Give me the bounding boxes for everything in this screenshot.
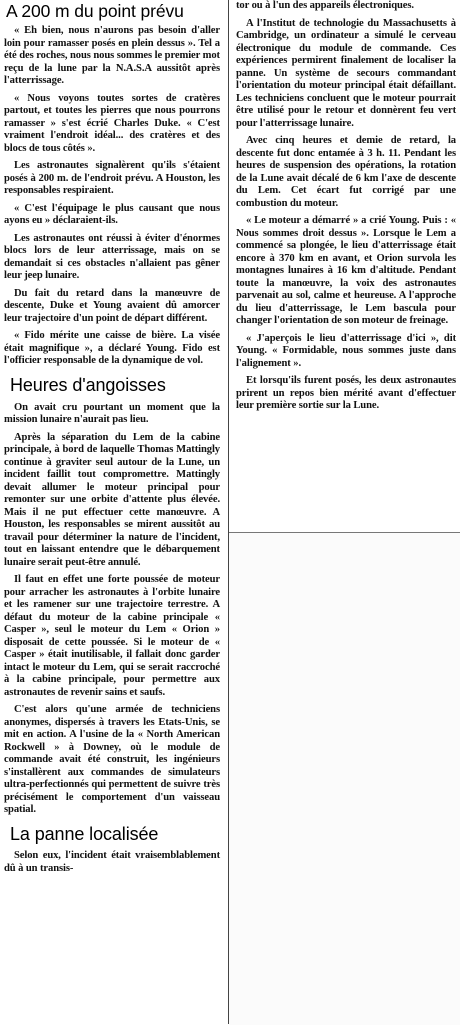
paragraph: Et lorsqu'ils furent posés, les deux astronautes prirent un repos bien mérité avant d'effectuer leur première sortie sur la Lune. [236,375,456,411]
paragraph: Les astronautes signalèrent qu'ils s'étaient posés à 200 m. de l'endroit prévu. A Houston, les responsables respiraient. [4,160,220,197]
paragraph: A l'Institut de technologie du Massachusetts à Cambridge, un ordinateur a simulé le cerveau électronique du module de commande. Ces expériences permirent finalement de localiser la panne. Un système de secours commandant l'orientation du moteur principal était défaillant. Les techniciens concluent que le moteur pourrait être utilisé pour le retour et donnèrent feu vert pour l'atterrissage lunaire. [236,17,456,129]
paragraph: « Nous voyons toutes sortes de cratères partout, et toutes les pierres que nous pourrons ramasser » s'est écrié Charles Duke. « C'est vraiment l'endroit idéal... des cratères et des blocs de tous côtés ». [4,92,220,154]
paragraph: « C'est l'équipage le plus causant que nous ayons eu » déclaraient-ils. [4,202,220,227]
paragraph: Après la séparation du Lem de la cabine principale, à bord de laquelle Thomas Mattingly continue à graviter seul autour de la Lune, un incident faillit tout compromettre. Mattingly devait allumer le moteur principal pour remonter sur une orbite d'attente plus élevée. Mais il ne put effectuer cette manœuvre. A Houston, les responsables se mirent aussitôt au travail pour déterminer la nature de l'incident, tout en laissant entendre que le débarquement lunaire serait peut-être annulé. [4,431,220,568]
paragraph: « Eh bien, nous n'aurons pas besoin d'aller loin pour ramasser posés en plein dessus ». Tel a été des roches, nous nous sommes le premier mot reçu de la lune par la N.A.S.A aussitôt après l'atterrissage. [4,25,220,87]
paragraph: On avait cru pourtant un moment que la mission lunaire n'aurait pas lieu. [4,401,220,426]
paragraph: « Le moteur a démarré » a crié Young. Puis : « Nous sommes droit dessus ». Lorsque le Lem a commencé sa plongée, le lieu d'atterrissage était encore à 370 km en avant, et Orion survola les montagnes lunaires à 16 km d'altitude. Pendant toute la manœuvre, la voix des astronautes parvenait au sol, calme et heureuse. A l'approche du lieu d'atterrissage, le Lem bascula pour changer l'orientation de son moteur de freinage. [236,215,456,326]
paragraph: Les astronautes ont réussi à éviter d'énormes blocs lors de leur atterrissage, mais on se demandait si ces obstacles n'allaient pas gêner leur jeep lunaire. [4,232,220,282]
paragraph: Selon eux, l'incident était vraisemblablement dû à un transis- [4,850,220,874]
paragraph: C'est alors qu'une armée de techniciens anonymes, dispersés à travers les Etats-Unis, se mit en action. A l'usine de la « North American Rockwell » à Downey, où le module de commande avait été construit, les ingénieurs s'installèrent aux commandes de simulateurs ultra-perfectionnés qui permettent de suivre très précisément le comportement d'un vaisseau spatial. [4,704,220,816]
headline-200m: A 200 m du point prévu [6,1,184,21]
paragraph: Avec cinq heures et demie de retard, la descente fut donc entamée à 3 h. 11. Pendant les heures de suspension des opérations, la rotation de la Lune avait décalé de 6 km l'axe de descente du Lem. Cet écart fut corrigé par une combustion du moteur. [236,135,456,209]
left-column [4,0,220,880]
paragraph: Du fait du retard dans la manœuvre de descente, Duke et Young avaient dû amorcer leur trajectoire d'un point de départ différent. [4,287,220,324]
paragraph: « J'aperçois le lieu d'atterrissage d'ici », dit Young. « Formidable, nous sommes juste dans l'alignement ». [236,332,456,369]
blank-area [229,532,460,1025]
paragraph: Il faut en effet une forte poussée de moteur pour arracher les astronautes à l'orbite lunaire et les ramener sur une trajectoire terrestre. A défaut du moteur de la cabine principale « Casper », seul le moteur du Lem « Orion » disposait de cette poussée. Si le moteur de « Casper » était inutilisable, il fallait donc garder intact le moteur du Lem, qui se serait raccroché à la cabine principale, pour permettre aux astronautes de revenir sains et saufs. [4,574,220,698]
subheading-angoisses: Heures d'angoisses [10,374,166,395]
subheading-panne: La panne localisée [10,823,159,844]
paragraph: tor ou à l'un des appareils électroniques. [236,0,414,11]
paragraph: « Fido mérite une caisse de bière. La visée était magnifique », a déclaré Young. Fido est l'officier responsable de la dynamique de vol. [4,330,220,367]
right-column [236,0,456,418]
